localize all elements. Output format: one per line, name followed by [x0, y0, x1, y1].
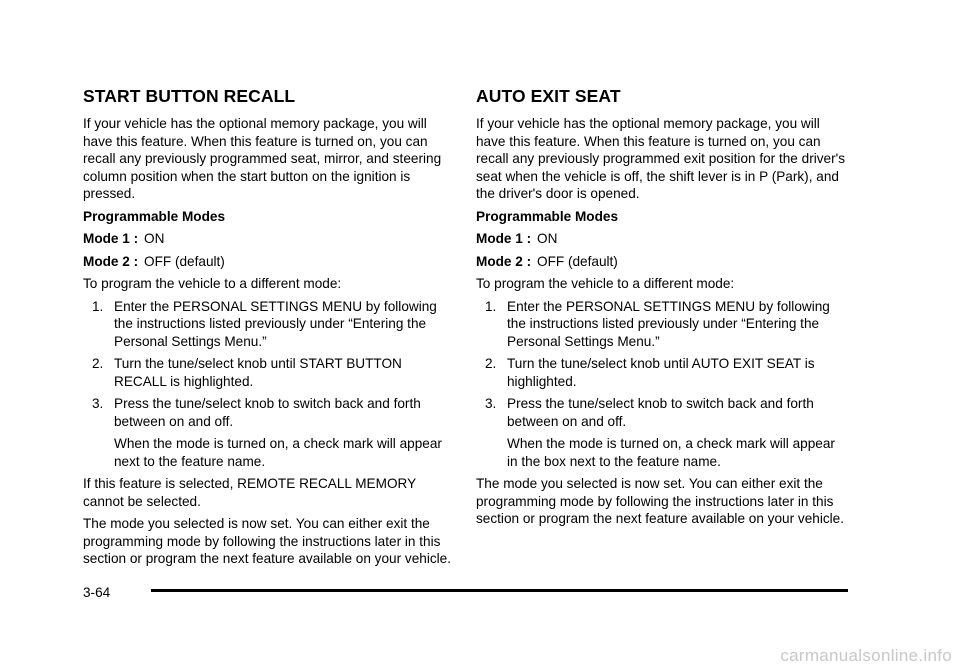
step-1-number: 1.	[485, 298, 497, 314]
mode-2-value: OFF (default)	[537, 253, 618, 269]
programmable-modes-heading: Programmable Modes	[83, 208, 226, 224]
step-1	[83, 298, 453, 351]
watermark: carmanualsonline.info	[780, 646, 952, 665]
step-2-text: Turn the tune/select knob until AUTO EXIT SEAT is highlighted.	[507, 356, 815, 389]
program-intro: To program the vehicle to a different mode:	[476, 276, 735, 291]
step-list	[476, 298, 846, 471]
step-3-text: Press the tune/select knob to switch back and forth between on and off.	[507, 396, 814, 429]
step-3	[83, 395, 453, 430]
step-note: When the mode is turned on, a check mark will appear next to the feature name.	[114, 436, 442, 469]
step-1-number: 1.	[92, 298, 104, 314]
mode-2-value: OFF (default)	[144, 253, 225, 269]
section-title-start-button-recall: START BUTTON RECALL	[83, 86, 296, 106]
step-list	[83, 298, 453, 471]
mode-1-row	[83, 230, 453, 248]
mode-2-row	[476, 253, 846, 271]
step-note: When the mode is turned on, a check mark will appear in the box next to the feature name.	[507, 436, 835, 469]
mode-1-label: Mode 1 :	[83, 231, 139, 246]
step-2	[476, 355, 846, 390]
mode-1-label: Mode 1 :	[476, 231, 532, 246]
mode-1-value: ON	[537, 231, 558, 246]
mode-2-label: Mode 2 :	[476, 253, 532, 269]
intro-paragraph: If your vehicle has the optional memory package, you will have this feature. When this feature is turned on, you can recall any previously programmed exit position for the driver's seat when the vehicle is off, the shift lever is in P (Park), and the driver's door is opened.	[476, 116, 846, 201]
mode-1-value: ON	[144, 231, 165, 246]
programmable-modes-heading: Programmable Modes	[476, 208, 619, 224]
step-2	[83, 355, 453, 390]
mode-1-row	[476, 230, 846, 248]
intro-paragraph: If your vehicle has the optional memory package, you will have this feature. When this feature is turned on, you can recall any previously programmed seat, mirror, and steering column position when the start button on the ignition is pressed.	[83, 116, 442, 201]
step-2-number: 2.	[92, 356, 104, 371]
step-3	[476, 395, 846, 430]
step-2-number: 2.	[485, 356, 497, 371]
step-1	[476, 298, 846, 351]
step-2-text: Turn the tune/select knob until START BUTTON RECALL is highlighted.	[114, 356, 402, 389]
step-3-number: 3.	[485, 396, 497, 411]
right-column	[476, 86, 846, 533]
mode-2-row	[83, 253, 453, 271]
step-1-text: Enter the PERSONAL SETTINGS MENU by following the instructions listed previously under “Entering the Personal Settings Menu.”	[507, 298, 830, 349]
extra-note: If this feature is selected, REMOTE RECALL MEMORY cannot be selected.	[83, 476, 416, 509]
closing-paragraph: The mode you selected is now set. You can either exit the programming mode by following the instructions later in this section or program the next feature available on your vehicle.	[476, 476, 844, 526]
mode-2-label: Mode 2 :	[83, 253, 139, 269]
section-title-auto-exit-seat: AUTO EXIT SEAT	[476, 86, 621, 106]
step-3-text: Press the tune/select knob to switch back and forth between on and off.	[114, 396, 421, 429]
page-number: 3-64	[83, 585, 111, 600]
program-intro: To program the vehicle to a different mode:	[83, 276, 342, 291]
left-column	[83, 86, 453, 573]
footer-rule	[151, 589, 848, 592]
closing-paragraph: The mode you selected is now set. You can either exit the programming mode by following the instructions later in this section or program the next feature available on your vehicle.	[83, 516, 451, 566]
step-1-text: Enter the PERSONAL SETTINGS MENU by following the instructions listed previously under “Entering the Personal Settings Menu.”	[114, 298, 437, 349]
step-3-number: 3.	[92, 396, 104, 411]
